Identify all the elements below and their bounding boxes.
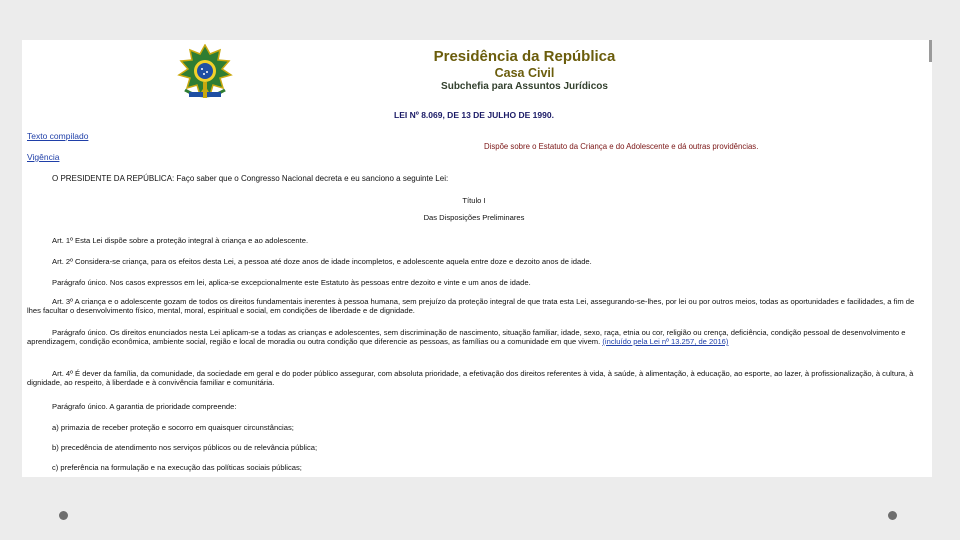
slide-bullet-right — [888, 511, 897, 520]
article-2-single-paragraph: Parágrafo único. Nos casos expressos em lei, aplica-se excepcionalmente este Estatuto às pessoas entre dezoito e vinte e um anos de idade. — [52, 278, 531, 287]
article-1: Art. 1º Esta Lei dispõe sobre a proteção integral à criança e ao adolescente. — [52, 236, 309, 245]
subtitle-heading: Das Disposições Preliminares — [423, 213, 525, 222]
ementa: Dispõe sobre o Estatuto da Criança e do Adolescente e dá outras providências. — [484, 142, 759, 151]
validity-link[interactable]: Vigência — [27, 152, 60, 162]
brazil-coat-of-arms-icon — [177, 44, 233, 102]
item-b: b) precedência de atendimento nos serviços públicos ou de relevância pública; — [52, 443, 318, 452]
article-4-single-paragraph: Parágrafo único. A garantia de prioridade compreende: — [52, 402, 237, 411]
article-2: Art. 2º Considera-se criança, para os efeitos desta Lei, a pessoa até doze anos de idade incompletos, e adolescente aquela entre doze e dezoito anos de idade. — [52, 257, 592, 266]
slide-bullet-left — [59, 511, 68, 520]
header-subchefia: Subchefia para Assuntos Jurídicos — [441, 81, 608, 92]
item-c: c) preferência na formulação e na execução das políticas sociais públicas; — [52, 463, 302, 472]
title-heading: Título I — [462, 196, 486, 205]
article-3-single-text: Parágrafo único. Os direitos enunciados nesta Lei aplicam-se a todas as crianças e adolescentes, sem discriminação de nascimento, situação familiar, idade, sexo, raça, etnia ou cor, religião ou crença, deficiência, condição pessoal de desenvolvimento e aprendizagem, condição econômica, ambiente social, região e local de moradia ou outra condição que diferencie as pessoas, as famílias ou a comunidade em que vivem. — [27, 328, 906, 346]
article-3-single-paragraph — [27, 328, 927, 346]
header-casa-civil: Casa Civil — [494, 66, 555, 80]
compiled-text-link[interactable]: Texto compilado — [27, 131, 89, 141]
included-by-law-link[interactable]: (incluído pela Lei nº 13.257, de 2016) — [602, 337, 729, 346]
preamble: O PRESIDENTE DA REPÚBLICA: Faço saber que o Congresso Nacional decreta e eu sanciono a seguinte Lei: — [52, 174, 449, 183]
item-a: a) primazia de receber proteção e socorro em quaisquer circunstâncias; — [52, 423, 294, 432]
article-3: Art. 3º A criança e o adolescente gozam de todos os direitos fundamentais inerentes à pessoa humana, sem prejuízo da proteção integral de que trata esta Lei, assegurando-se-lhes, por lei ou por outros meios, todas as oportunidades e facilidades, a fim de lhes facultar o desenvolvimento físico, mental, moral, espiritual e social, em condições de liberdade e de dignidade. — [27, 297, 915, 315]
scrollbar[interactable] — [929, 40, 932, 62]
header-presidencia: Presidência da República — [433, 48, 616, 65]
article-4: Art. 4º É dever da família, da comunidade, da sociedade em geral e do poder público assegurar, com absoluta prioridade, a efetivação dos direitos referentes à vida, à saúde, à alimentação, à educação, ao esporte, ao lazer, à profissionalização, à cultura, à dignidade, ao respeito, à liberdade e à convivência familiar e comunitária. — [27, 369, 914, 387]
document-page — [22, 40, 932, 477]
law-title: LEI Nº 8.069, DE 13 DE JULHO DE 1990. — [394, 110, 554, 120]
